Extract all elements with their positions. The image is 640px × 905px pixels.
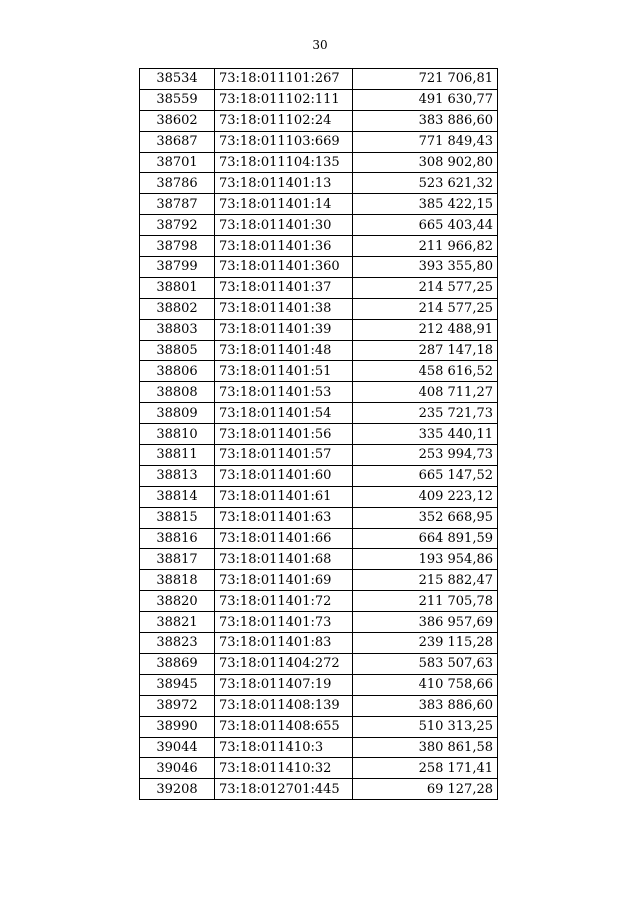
row-number-cell: 38823 <box>140 633 215 654</box>
value-cell: 383 886,60 <box>353 695 498 716</box>
row-number-cell: 38792 <box>140 215 215 236</box>
table-row <box>140 361 498 382</box>
cadastral-number-cell: 73:18:012701:445 <box>215 779 353 800</box>
cadastral-number-cell: 73:18:011408:139 <box>215 695 353 716</box>
cadastral-number-cell: 73:18:011101:267 <box>215 69 353 90</box>
cadastral-number-cell: 73:18:011410:32 <box>215 758 353 779</box>
cadastral-number-cell: 73:18:011102:111 <box>215 89 353 110</box>
row-number-cell: 38972 <box>140 695 215 716</box>
value-cell: 665 147,52 <box>353 465 498 486</box>
cadastral-number-cell: 73:18:011401:53 <box>215 382 353 403</box>
row-number-cell: 38798 <box>140 236 215 257</box>
cadastral-number-cell: 73:18:011401:14 <box>215 194 353 215</box>
table-row <box>140 131 498 152</box>
table-row <box>140 779 498 800</box>
cadastral-number-cell: 73:18:011401:63 <box>215 507 353 528</box>
data-table <box>139 68 498 800</box>
table-row <box>140 633 498 654</box>
value-cell: 214 577,25 <box>353 277 498 298</box>
value-cell: 211 966,82 <box>353 236 498 257</box>
row-number-cell: 38810 <box>140 424 215 445</box>
table-row <box>140 424 498 445</box>
value-cell: 380 861,58 <box>353 737 498 758</box>
table-row <box>140 716 498 737</box>
cadastral-number-cell: 73:18:011401:57 <box>215 445 353 466</box>
row-number-cell: 38869 <box>140 653 215 674</box>
table-row <box>140 152 498 173</box>
value-cell: 664 891,59 <box>353 528 498 549</box>
cadastral-number-cell: 73:18:011404:272 <box>215 653 353 674</box>
cadastral-number-cell: 73:18:011410:3 <box>215 737 353 758</box>
value-cell: 211 705,78 <box>353 591 498 612</box>
table-row <box>140 382 498 403</box>
table-row <box>140 486 498 507</box>
value-cell: 771 849,43 <box>353 131 498 152</box>
row-number-cell: 38990 <box>140 716 215 737</box>
value-cell: 408 711,27 <box>353 382 498 403</box>
value-cell: 214 577,25 <box>353 298 498 319</box>
value-cell: 235 721,73 <box>353 403 498 424</box>
cadastral-number-cell: 73:18:011401:73 <box>215 612 353 633</box>
table-row <box>140 89 498 110</box>
value-cell: 583 507,63 <box>353 653 498 674</box>
table-row <box>140 194 498 215</box>
value-cell: 287 147,18 <box>353 340 498 361</box>
row-number-cell: 38811 <box>140 445 215 466</box>
row-number-cell: 38813 <box>140 465 215 486</box>
cadastral-number-cell: 73:18:011401:61 <box>215 486 353 507</box>
row-number-cell: 38803 <box>140 319 215 340</box>
row-number-cell: 38806 <box>140 361 215 382</box>
cadastral-number-cell: 73:18:011408:655 <box>215 716 353 737</box>
row-number-cell: 38687 <box>140 131 215 152</box>
table-row <box>140 612 498 633</box>
row-number-cell: 38799 <box>140 257 215 278</box>
row-number-cell: 38821 <box>140 612 215 633</box>
value-cell: 393 355,80 <box>353 257 498 278</box>
table-row <box>140 277 498 298</box>
row-number-cell: 38815 <box>140 507 215 528</box>
cadastral-number-cell: 73:18:011401:54 <box>215 403 353 424</box>
cadastral-number-cell: 73:18:011104:135 <box>215 152 353 173</box>
table-row <box>140 570 498 591</box>
cadastral-number-cell: 73:18:011401:68 <box>215 549 353 570</box>
value-cell: 352 668,95 <box>353 507 498 528</box>
cadastral-number-cell: 73:18:011407:19 <box>215 674 353 695</box>
table-row <box>140 591 498 612</box>
value-cell: 335 440,11 <box>353 424 498 445</box>
row-number-cell: 38945 <box>140 674 215 695</box>
cadastral-number-cell: 73:18:011401:66 <box>215 528 353 549</box>
table-row <box>140 69 498 90</box>
row-number-cell: 38801 <box>140 277 215 298</box>
row-number-cell: 38602 <box>140 110 215 131</box>
row-number-cell: 38808 <box>140 382 215 403</box>
table-row <box>140 257 498 278</box>
cadastral-number-cell: 73:18:011103:669 <box>215 131 353 152</box>
value-cell: 69 127,28 <box>353 779 498 800</box>
table-row <box>140 340 498 361</box>
row-number-cell: 38786 <box>140 173 215 194</box>
value-cell: 410 758,66 <box>353 674 498 695</box>
table-row <box>140 215 498 236</box>
cadastral-number-cell: 73:18:011401:39 <box>215 319 353 340</box>
table-row <box>140 173 498 194</box>
value-cell: 212 488,91 <box>353 319 498 340</box>
value-cell: 258 171,41 <box>353 758 498 779</box>
value-cell: 510 313,25 <box>353 716 498 737</box>
table-row <box>140 737 498 758</box>
cadastral-number-cell: 73:18:011401:69 <box>215 570 353 591</box>
cadastral-number-cell: 73:18:011401:37 <box>215 277 353 298</box>
table-row <box>140 298 498 319</box>
cadastral-number-cell: 73:18:011401:48 <box>215 340 353 361</box>
value-cell: 239 115,28 <box>353 633 498 654</box>
value-cell: 491 630,77 <box>353 89 498 110</box>
value-cell: 385 422,15 <box>353 194 498 215</box>
cadastral-number-cell: 73:18:011102:24 <box>215 110 353 131</box>
table-row <box>140 507 498 528</box>
row-number-cell: 38817 <box>140 549 215 570</box>
table-row <box>140 319 498 340</box>
value-cell: 383 886,60 <box>353 110 498 131</box>
row-number-cell: 38816 <box>140 528 215 549</box>
value-cell: 665 403,44 <box>353 215 498 236</box>
table-row <box>140 653 498 674</box>
cadastral-number-cell: 73:18:011401:38 <box>215 298 353 319</box>
cadastral-number-cell: 73:18:011401:60 <box>215 465 353 486</box>
row-number-cell: 38534 <box>140 69 215 90</box>
row-number-cell: 38809 <box>140 403 215 424</box>
value-cell: 721 706,81 <box>353 69 498 90</box>
cadastral-number-cell: 73:18:011401:51 <box>215 361 353 382</box>
table-row <box>140 549 498 570</box>
value-cell: 458 616,52 <box>353 361 498 382</box>
cadastral-number-cell: 73:18:011401:72 <box>215 591 353 612</box>
row-number-cell: 38787 <box>140 194 215 215</box>
value-cell: 409 223,12 <box>353 486 498 507</box>
value-cell: 253 994,73 <box>353 445 498 466</box>
cadastral-number-cell: 73:18:011401:360 <box>215 257 353 278</box>
cadastral-number-cell: 73:18:011401:83 <box>215 633 353 654</box>
page-number: 30 <box>312 38 328 52</box>
row-number-cell: 38805 <box>140 340 215 361</box>
table-row <box>140 674 498 695</box>
table-body <box>140 69 498 800</box>
row-number-cell: 38820 <box>140 591 215 612</box>
table-row <box>140 445 498 466</box>
row-number-cell: 39044 <box>140 737 215 758</box>
value-cell: 193 954,86 <box>353 549 498 570</box>
table-row <box>140 758 498 779</box>
row-number-cell: 39208 <box>140 779 215 800</box>
row-number-cell: 38701 <box>140 152 215 173</box>
value-cell: 386 957,69 <box>353 612 498 633</box>
cadastral-number-cell: 73:18:011401:36 <box>215 236 353 257</box>
table-row <box>140 465 498 486</box>
table-row <box>140 695 498 716</box>
value-cell: 308 902,80 <box>353 152 498 173</box>
table-row <box>140 110 498 131</box>
row-number-cell: 38802 <box>140 298 215 319</box>
cadastral-number-cell: 73:18:011401:30 <box>215 215 353 236</box>
value-cell: 523 621,32 <box>353 173 498 194</box>
row-number-cell: 38814 <box>140 486 215 507</box>
table-row <box>140 528 498 549</box>
table-row <box>140 403 498 424</box>
cadastral-number-cell: 73:18:011401:56 <box>215 424 353 445</box>
row-number-cell: 39046 <box>140 758 215 779</box>
value-cell: 215 882,47 <box>353 570 498 591</box>
cadastral-number-cell: 73:18:011401:13 <box>215 173 353 194</box>
table-row <box>140 236 498 257</box>
row-number-cell: 38818 <box>140 570 215 591</box>
row-number-cell: 38559 <box>140 89 215 110</box>
